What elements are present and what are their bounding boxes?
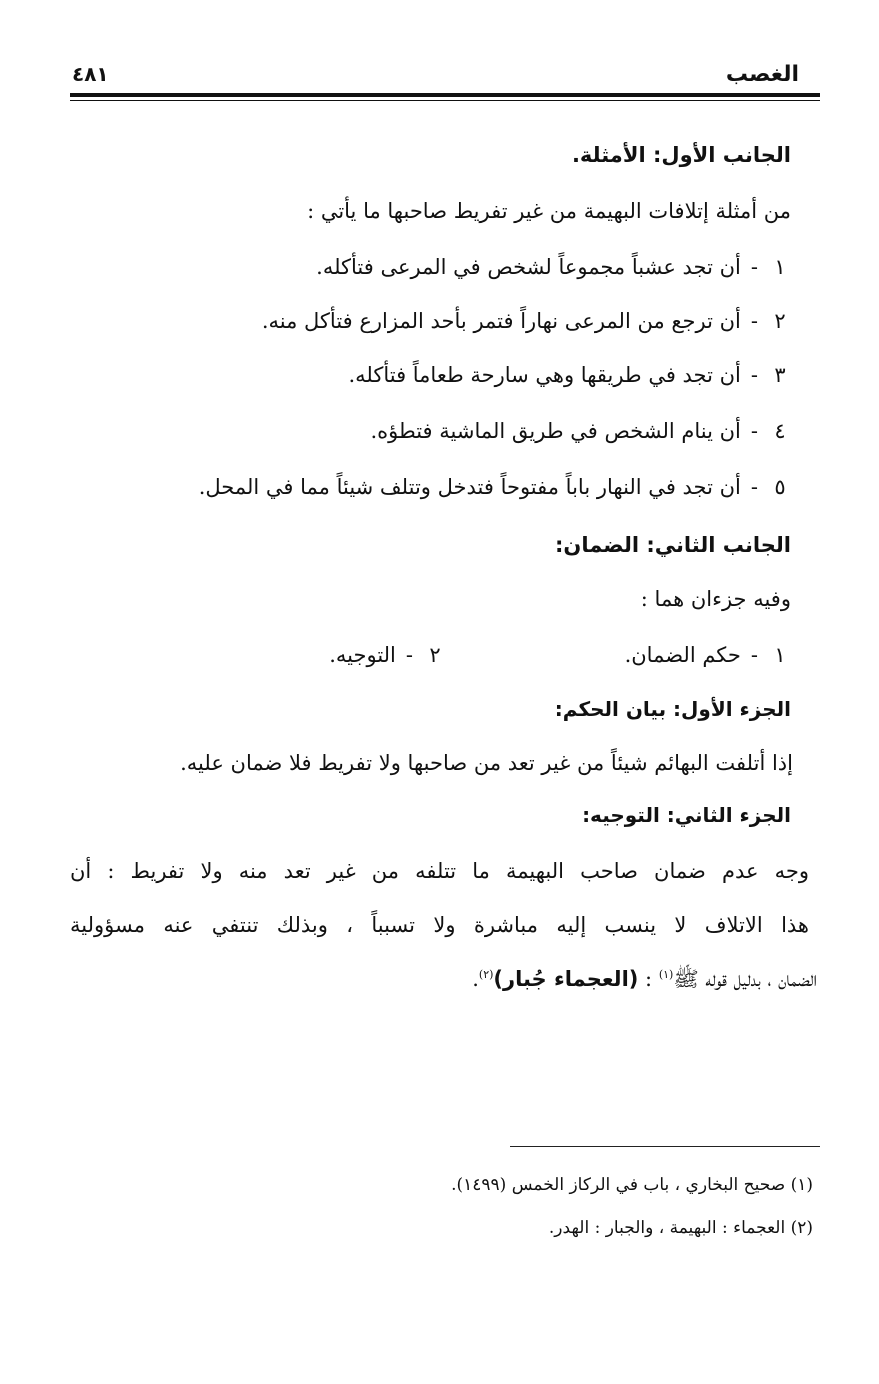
footnote-ref-2[interactable]: (٢)	[478, 968, 494, 981]
example-text: أن تجد في النهار باباً مفتوحاً فتدخل وتتلف شيئاً مما في المحل.	[198, 475, 741, 499]
footnote-ref-1[interactable]: (١)	[658, 968, 674, 981]
footnote-1	[451, 1173, 813, 1197]
part-text: حكم الضمان.	[624, 643, 741, 667]
part-number: ٢	[429, 643, 441, 667]
example-text: أن تجد في طريقها وهي سارحة طعاماً فتأكله.	[348, 363, 741, 387]
example-item-4: ٤-أن ينام الشخص في طريق الماشية فتطؤه.	[370, 416, 794, 446]
part1-heading: الجزء الأول: بيان الحكم:	[554, 697, 791, 721]
footnote-2	[549, 1216, 813, 1240]
part2-line-2: هذا الاتلاف لا ينسب إليه مباشرة ولا تسبباً ، وبذلك تنتفي عنه مسؤولية	[70, 913, 809, 937]
example-item-3: ٣-أن تجد في طريقها وهي سارحة طعاماً فتأكله.	[348, 360, 794, 390]
part2-line-1: وجه عدم ضمان صاحب البهيمة ما تتلفه من غير تعد منه ولا تفريط : أن	[70, 859, 809, 883]
section1-intro: من أمثلة إتلافات البهيمة من غير تفريط صاحبها ما يأتي :	[307, 199, 791, 223]
part2-heading: الجزء الثاني: التوجيه:	[582, 803, 791, 827]
footnote-number: (٢)	[790, 1218, 813, 1238]
part2-line-3	[472, 964, 817, 994]
example-number: ٣	[774, 363, 786, 387]
page-number: ٤٨١	[72, 62, 109, 86]
section2-heading: الجانب الثاني: الضمان:	[555, 533, 791, 557]
section1-heading: الجانب الأول: الأمثلة.	[571, 143, 791, 167]
part-item-2: ٢-التوجيه.	[329, 640, 449, 670]
example-item-1: ١-أن تجد عشباً مجموعاً لشخص في المرعى فتأكله.	[316, 252, 794, 282]
chapter-title: الغصب	[725, 62, 799, 87]
example-text: أن تجد عشباً مجموعاً لشخص في المرعى فتأكله.	[316, 255, 741, 279]
example-number: ٥	[774, 475, 786, 499]
footnote-text: صحيح البخاري ، باب في الركاز الخمس (١٤٩٩).	[451, 1175, 786, 1195]
example-text: أن ترجع من المرعى نهاراً فتمر بأحد المزارع فتأكل منه.	[261, 309, 741, 333]
example-item-2: ٢-أن ترجع من المرعى نهاراً فتمر بأحد المزارع فتأكل منه.	[262, 306, 794, 336]
section2-intro: وفيه جزءان هما :	[640, 587, 791, 611]
example-text: أن ينام الشخص في طريق الماشية فتطؤه.	[370, 419, 741, 443]
hadith-quote: (العجماء جُبار)	[493, 967, 639, 991]
header-rule-thin	[70, 100, 820, 101]
footnote-text: العجماء : البهيمة ، والجبار : الهدر.	[548, 1218, 786, 1238]
hadith-intro: الضمان ، بدليل قوله ﷺ	[673, 967, 817, 991]
part1-text: إذا أتلفت البهائم شيئاً من غير تعد من صاحبها ولا تفريط فلا ضمان عليه.	[180, 751, 793, 775]
example-item-5: ٥-أن تجد في النهار باباً مفتوحاً فتدخل وتتلف شيئاً مما في المحل.	[199, 472, 794, 502]
footnote-separator	[510, 1146, 820, 1147]
part-number: ١	[774, 643, 786, 667]
example-number: ٢	[774, 309, 786, 333]
example-number: ١	[774, 255, 786, 279]
footnote-number: (١)	[790, 1175, 813, 1195]
part-item-1: ١-حكم الضمان.	[625, 640, 794, 670]
header-rule-thick	[70, 93, 820, 97]
line-end: .	[472, 967, 479, 991]
part-text: التوجيه.	[329, 643, 396, 667]
colon: :	[638, 967, 659, 991]
example-number: ٤	[774, 419, 786, 443]
